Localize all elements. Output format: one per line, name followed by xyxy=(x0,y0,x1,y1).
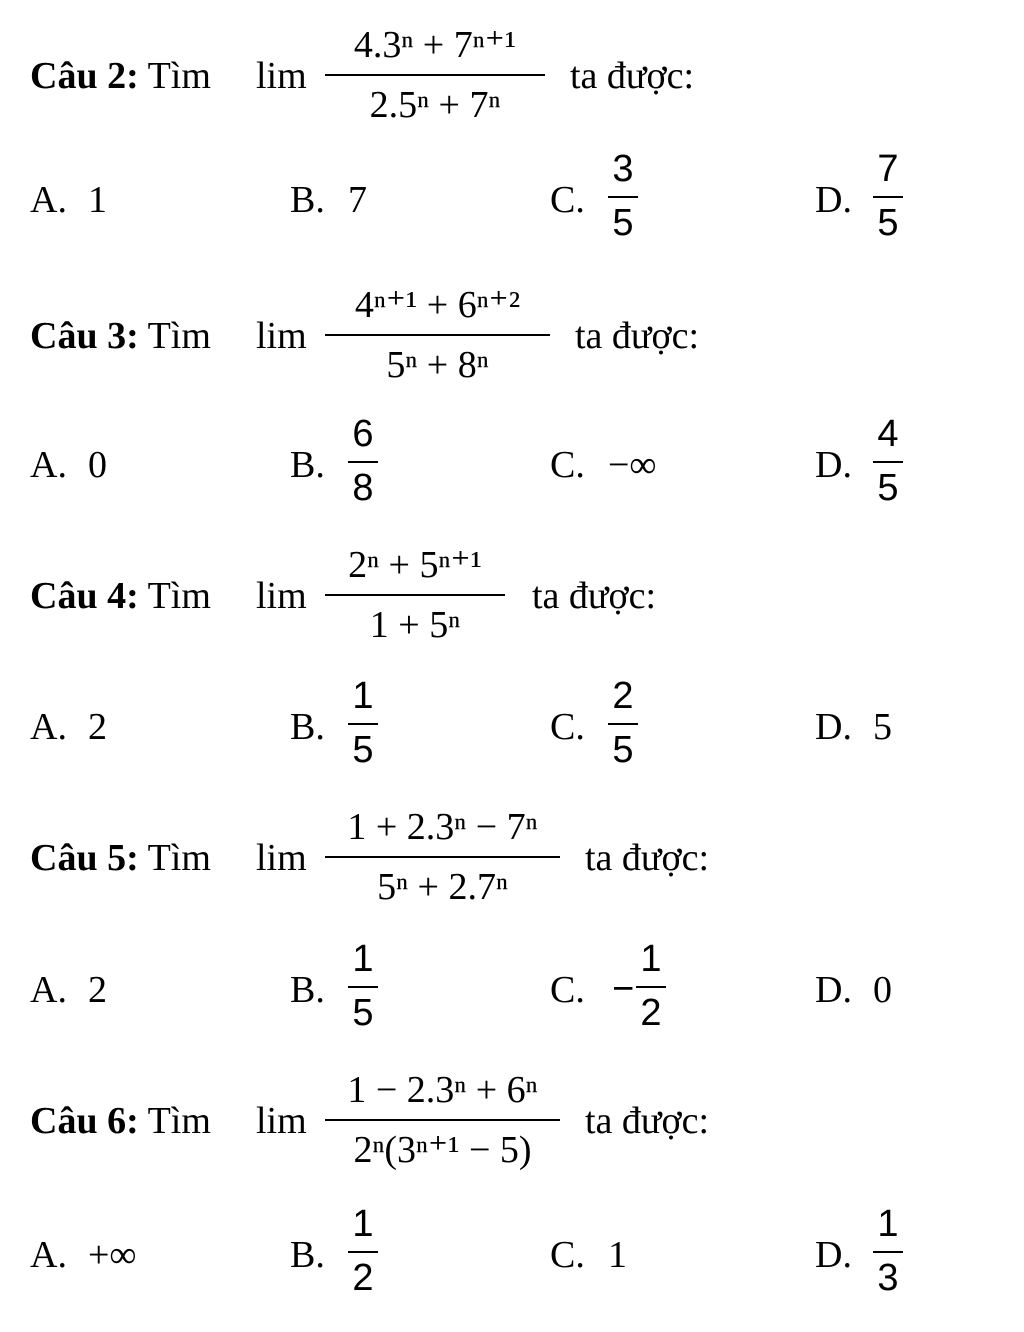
answer-fraction xyxy=(348,415,378,507)
fraction-bar xyxy=(873,196,903,198)
answer-letter: B. xyxy=(290,706,325,748)
fraction-numerator: 1 − 2.3ⁿ + 6ⁿ xyxy=(347,1069,538,1111)
answer-letter: D. xyxy=(815,179,852,221)
limit-fraction xyxy=(325,286,550,384)
limit-fraction xyxy=(325,1071,560,1169)
question-2 xyxy=(30,20,990,130)
answer-value: 0 xyxy=(88,444,107,486)
answers-3 xyxy=(30,415,990,515)
fraction-numerator: 1 + 2.3ⁿ − 7ⁿ xyxy=(347,806,538,848)
answer-letter: B. xyxy=(290,1234,325,1276)
fraction-numerator: 4ⁿ⁺¹ + 6ⁿ⁺² xyxy=(354,284,521,326)
fraction-denominator: 2ⁿ(3ⁿ⁺¹ − 5) xyxy=(353,1129,532,1171)
question-label: Câu 3: xyxy=(30,315,139,357)
fraction-denominator: 5 xyxy=(612,729,634,771)
fraction-bar xyxy=(348,1251,378,1253)
fraction-bar xyxy=(636,986,666,988)
limit-fraction xyxy=(325,546,505,644)
fraction-bar xyxy=(325,856,560,858)
answer-fraction xyxy=(873,415,903,507)
fraction-denominator: 5ⁿ + 2.7ⁿ xyxy=(377,866,508,908)
question-label: Câu 4: xyxy=(30,575,139,617)
answer-value: 5 xyxy=(873,706,892,748)
fraction-numerator: 3 xyxy=(612,148,634,190)
fraction-numerator: 4.3ⁿ + 7ⁿ⁺¹ xyxy=(353,24,517,66)
question-intro: Tìm xyxy=(147,55,211,97)
fraction-denominator: 5ⁿ + 8ⁿ xyxy=(386,344,489,386)
fraction-bar xyxy=(325,594,505,596)
question-tail: ta được: xyxy=(585,1100,710,1142)
negative-sign: − xyxy=(612,968,635,1010)
question-tail: ta được: xyxy=(575,315,700,357)
question-intro: Tìm xyxy=(147,837,211,879)
question-6 xyxy=(30,1065,990,1175)
fraction-bar xyxy=(325,334,550,336)
answer-letter: C. xyxy=(550,969,585,1011)
lim-operator: lim xyxy=(256,837,307,879)
fraction-denominator: 3 xyxy=(877,1257,899,1299)
fraction-bar xyxy=(348,723,378,725)
fraction-bar xyxy=(608,196,638,198)
fraction-bar xyxy=(873,1251,903,1253)
answer-value: 0 xyxy=(873,969,892,1011)
answer-value: −∞ xyxy=(608,444,657,486)
answer-letter: C. xyxy=(550,706,585,748)
answers-4 xyxy=(30,677,990,777)
fraction-denominator: 2 xyxy=(352,1257,374,1299)
question-tail: ta được: xyxy=(585,837,710,879)
answer-value: 7 xyxy=(348,179,367,221)
fraction-numerator: 1 xyxy=(640,938,662,980)
question-label: Câu 5: xyxy=(30,837,139,879)
answer-fraction xyxy=(873,1205,903,1297)
question-3 xyxy=(30,280,990,390)
answer-letter: A. xyxy=(30,179,67,221)
fraction-denominator: 8 xyxy=(352,467,374,509)
question-tail: ta được: xyxy=(570,55,695,97)
answer-fraction xyxy=(873,150,903,242)
fraction-bar xyxy=(325,74,545,76)
answers-2 xyxy=(30,150,990,250)
fraction-denominator: 2 xyxy=(640,992,662,1034)
answer-letter: B. xyxy=(290,969,325,1011)
lim-operator: lim xyxy=(256,575,307,617)
question-tail: ta được: xyxy=(532,575,657,617)
fraction-denominator: 5 xyxy=(877,467,899,509)
answer-value: 1 xyxy=(88,179,107,221)
answer-letter: C. xyxy=(550,444,585,486)
fraction-bar xyxy=(608,723,638,725)
fraction-numerator: 1 xyxy=(352,938,374,980)
question-intro: Tìm xyxy=(147,575,211,617)
fraction-numerator: 2 xyxy=(612,675,634,717)
fraction-numerator: 1 xyxy=(352,675,374,717)
answer-fraction xyxy=(348,1205,378,1297)
answer-letter: A. xyxy=(30,444,67,486)
fraction-denominator: 5 xyxy=(877,202,899,244)
answer-letter: C. xyxy=(550,179,585,221)
answer-value: 2 xyxy=(88,969,107,1011)
fraction-bar xyxy=(873,461,903,463)
fraction-numerator: 4 xyxy=(877,413,899,455)
answer-letter: D. xyxy=(815,444,852,486)
question-intro: Tìm xyxy=(147,315,211,357)
answer-letter: C. xyxy=(550,1234,585,1276)
answer-letter: A. xyxy=(30,969,67,1011)
answer-letter: D. xyxy=(815,1234,852,1276)
fraction-bar xyxy=(348,461,378,463)
fraction-numerator: 1 xyxy=(877,1203,899,1245)
answer-fraction xyxy=(608,677,638,769)
fraction-numerator: 2ⁿ + 5ⁿ⁺¹ xyxy=(348,544,482,586)
answer-letter: A. xyxy=(30,1234,67,1276)
fraction-denominator: 5 xyxy=(352,729,374,771)
answers-6 xyxy=(30,1205,990,1305)
answer-fraction xyxy=(636,940,666,1032)
answer-letter: A. xyxy=(30,706,67,748)
fraction-denominator: 5 xyxy=(352,992,374,1034)
question-5 xyxy=(30,802,990,912)
answer-value: +∞ xyxy=(88,1234,137,1276)
lim-operator: lim xyxy=(256,315,307,357)
fraction-denominator: 5 xyxy=(612,202,634,244)
limit-fraction xyxy=(325,808,560,906)
lim-operator: lim xyxy=(256,55,307,97)
fraction-numerator: 7 xyxy=(877,148,899,190)
question-intro: Tìm xyxy=(147,1100,211,1142)
answer-letter: D. xyxy=(815,706,852,748)
answer-letter: B. xyxy=(290,444,325,486)
question-label: Câu 2: xyxy=(30,55,139,97)
lim-operator: lim xyxy=(256,1100,307,1142)
fraction-numerator: 6 xyxy=(352,413,374,455)
answers-5 xyxy=(30,940,990,1040)
fraction-numerator: 1 xyxy=(352,1203,374,1245)
answer-letter: D. xyxy=(815,969,852,1011)
answer-fraction xyxy=(608,150,638,242)
answer-value: 1 xyxy=(608,1234,627,1276)
question-label: Câu 6: xyxy=(30,1100,139,1142)
limit-fraction xyxy=(325,26,545,124)
fraction-bar xyxy=(325,1119,560,1121)
answer-fraction xyxy=(348,940,378,1032)
question-4 xyxy=(30,540,990,650)
fraction-denominator: 1 + 5ⁿ xyxy=(369,604,461,646)
answer-letter: B. xyxy=(290,179,325,221)
fraction-bar xyxy=(348,986,378,988)
fraction-denominator: 2.5ⁿ + 7ⁿ xyxy=(369,84,501,126)
answer-fraction xyxy=(348,677,378,769)
answer-value: 2 xyxy=(88,706,107,748)
